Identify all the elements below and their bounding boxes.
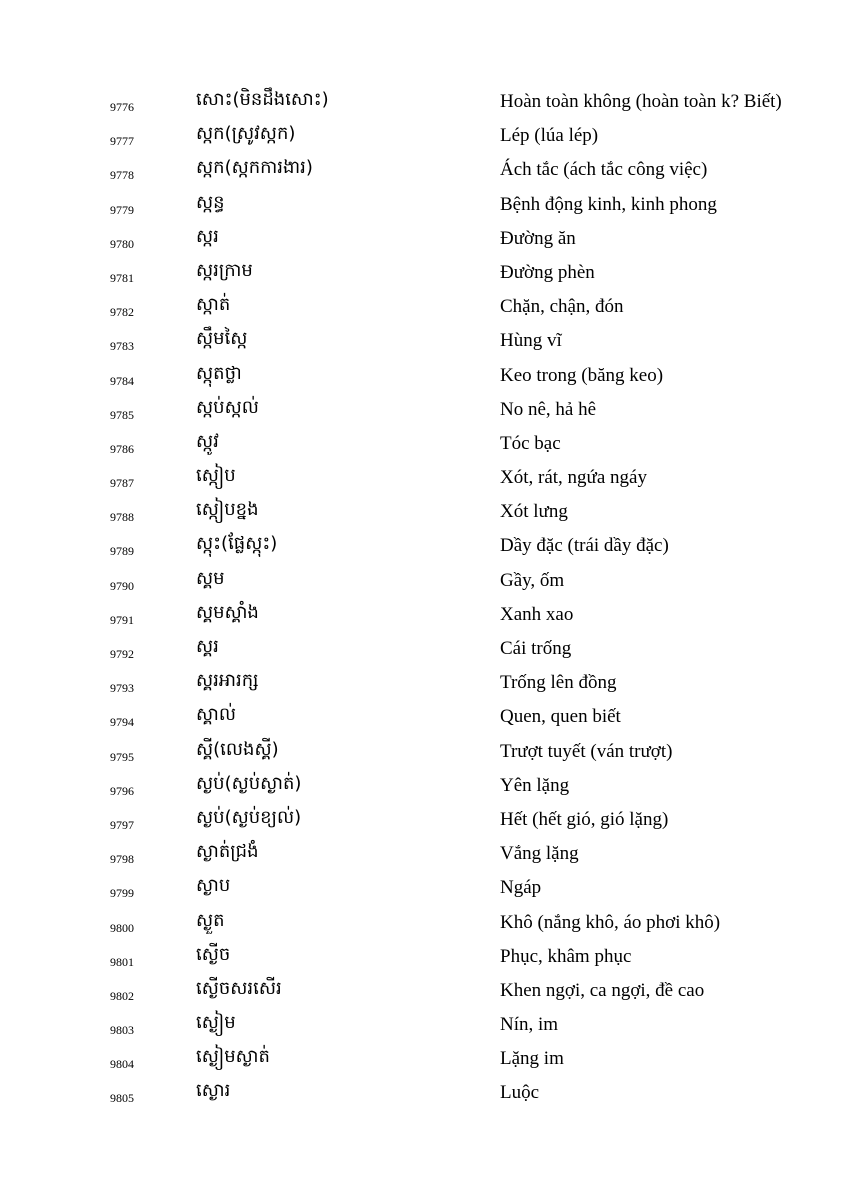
vietnamese-translation: No nê, hả hê <box>500 398 597 420</box>
entry-row <box>0 498 848 532</box>
entry-number: 9787 <box>110 476 134 491</box>
entry-number: 9782 <box>110 305 134 320</box>
khmer-term: ស្ងាប <box>196 875 231 897</box>
khmer-term: ស្ងៀមស្ងាត់ <box>196 1046 270 1068</box>
entry-row <box>0 840 848 874</box>
khmer-term: ស្គមស្គាំង <box>196 601 259 623</box>
entry-row <box>0 772 848 806</box>
entry-list <box>0 88 848 1114</box>
khmer-term: ស្កុតថ្លា <box>196 362 242 384</box>
entry-row <box>0 225 848 259</box>
vietnamese-translation: Trượt tuyết (ván trượt) <box>500 740 673 762</box>
entry-number: 9797 <box>110 817 134 832</box>
khmer-term: ស្ងើច <box>196 943 231 965</box>
vietnamese-translation: Lép (lúa lép) <box>500 125 599 147</box>
entry-number: 9776 <box>110 100 134 114</box>
entry-row <box>0 669 848 703</box>
entry-row <box>0 293 848 327</box>
entry-row <box>0 874 848 908</box>
vietnamese-translation: Dầy đặc (trái dầy đặc) <box>500 535 669 557</box>
entry-row <box>0 464 848 498</box>
entry-row <box>0 1045 848 1079</box>
vietnamese-translation: Ách tắc (ách tắc công việc) <box>500 159 708 181</box>
khmer-term: ស្កឹមស្កៃ <box>196 328 248 350</box>
vietnamese-translation: Xót, rát, ngứa ngáy <box>500 467 647 489</box>
vietnamese-translation: Quen, quen biết <box>500 706 621 728</box>
khmer-term: ស្គាល់ <box>196 704 236 726</box>
entry-number: 9784 <box>110 373 134 388</box>
entry-row <box>0 362 848 396</box>
entry-row <box>0 88 848 122</box>
vietnamese-translation: Ngáp <box>500 877 542 899</box>
entry-row <box>0 430 848 464</box>
khmer-term: ស្កុះ(ផ្លែស្កុះ) <box>196 533 278 555</box>
vietnamese-translation: Keo trong (băng keo) <box>500 364 664 386</box>
entry-row <box>0 909 848 943</box>
entry-number: 9795 <box>110 749 134 764</box>
entry-row <box>0 943 848 977</box>
entry-number: 9778 <box>110 168 134 183</box>
entry-number: 9783 <box>110 339 134 354</box>
entry-number: 9779 <box>110 202 134 217</box>
entry-number: 9794 <box>110 715 134 730</box>
entry-number: 9786 <box>110 441 134 456</box>
vietnamese-translation: Yên lặng <box>500 774 570 796</box>
entry-row <box>0 806 848 840</box>
khmer-term: ស្កៀប <box>196 465 236 487</box>
vietnamese-translation: Đường phèn <box>500 261 595 283</box>
khmer-term: ស្គម <box>196 567 225 589</box>
entry-number: 9789 <box>110 544 134 559</box>
entry-number: 9802 <box>110 988 134 1003</box>
vietnamese-translation: Tóc bạc <box>500 432 561 454</box>
vietnamese-translation: Vắng lặng <box>500 843 579 865</box>
vietnamese-translation: Nín, im <box>500 1014 559 1036</box>
khmer-term: ស្កូវ <box>196 430 219 452</box>
khmer-term: ស្កប់ស្កល់ <box>196 396 259 418</box>
entry-number: 9798 <box>110 852 134 867</box>
entry-number: 9785 <box>110 407 134 422</box>
entry-row <box>0 567 848 601</box>
vietnamese-translation: Hết (hết gió, gió lặng) <box>500 808 669 830</box>
entry-row <box>0 635 848 669</box>
entry-row <box>0 396 848 430</box>
entry-number: 9804 <box>110 1057 134 1072</box>
khmer-term: ស្ងៀម <box>196 1012 236 1034</box>
vietnamese-translation: Hùng vĩ <box>500 330 562 352</box>
vietnamese-translation: Xanh xao <box>500 603 574 625</box>
khmer-term: សោះ(មិនដឹងសោះ) <box>196 89 329 110</box>
entry-row <box>0 259 848 293</box>
khmer-term: ស្គី(លេងស្គី) <box>196 738 279 760</box>
vietnamese-translation: Khô (nắng khô, áo phơi khô) <box>500 911 721 933</box>
khmer-term: ស្ងួត <box>196 909 225 931</box>
khmer-term: ស្ងប់(ស្ងប់ខ្យល់) <box>196 806 302 828</box>
entry-number: 9790 <box>110 578 134 593</box>
vietnamese-translation: Lặng im <box>500 1048 564 1070</box>
entry-row <box>0 738 848 772</box>
khmer-term: ស្កន្ធ <box>196 191 225 213</box>
khmer-term: ស្កៀបខ្នង <box>196 499 259 521</box>
entry-row <box>0 156 848 190</box>
vietnamese-translation: Trống lên đồng <box>500 672 617 694</box>
khmer-term: ស្កាត់ <box>196 294 231 316</box>
entry-number: 9793 <box>110 681 134 696</box>
entry-number: 9792 <box>110 647 134 661</box>
entry-number: 9781 <box>110 270 134 285</box>
entry-row <box>0 532 848 566</box>
vietnamese-translation: Hoàn toàn không (hoàn toàn k? Biết) <box>500 91 782 112</box>
entry-number: 9796 <box>110 783 134 798</box>
entry-number: 9788 <box>110 510 134 525</box>
vietnamese-translation: Gầy, ốm <box>500 569 565 591</box>
khmer-term: ស្គរ <box>196 636 219 657</box>
vietnamese-translation: Xót lưng <box>500 501 568 523</box>
vietnamese-translation: Phục, khâm phục <box>500 945 632 967</box>
entry-row <box>0 977 848 1011</box>
khmer-term: ស្គរអារក្ស <box>196 670 259 692</box>
vietnamese-translation: Chặn, chận, đón <box>500 296 624 318</box>
entry-row <box>0 601 848 635</box>
entry-row <box>0 1011 848 1045</box>
entry-number: 9791 <box>110 612 134 627</box>
entry-row <box>0 1079 848 1113</box>
entry-number: 9805 <box>110 1091 134 1106</box>
entry-row <box>0 191 848 225</box>
entry-number: 9801 <box>110 954 134 969</box>
entry-number: 9799 <box>110 886 134 901</box>
khmer-term: ស្ករ <box>196 225 219 247</box>
khmer-term: ស្ងើចសរសើរ <box>196 977 282 999</box>
entry-row <box>0 703 848 737</box>
vietnamese-translation: Bệnh động kinh, kinh phong <box>500 193 717 215</box>
entry-row <box>0 327 848 361</box>
entry-row <box>0 122 848 156</box>
entry-number: 9777 <box>110 134 134 149</box>
entry-number: 9800 <box>110 920 134 935</box>
vietnamese-translation: Khen ngợi, ca ngợi, đề cao <box>500 979 705 1001</box>
khmer-term: ស្កក(ស្កកការងារ) <box>196 157 313 179</box>
khmer-term: ស្ករក្រាម <box>196 259 253 281</box>
khmer-term: ស្ងប់(ស្ងប់ស្ងាត់) <box>196 772 302 794</box>
khmer-term: ស្ងោរ <box>196 1080 231 1102</box>
entry-number: 9803 <box>110 1023 134 1038</box>
khmer-term: ស្ងាត់ជ្រងំ <box>196 841 259 863</box>
khmer-term: ស្កក(ស្រូវស្កក) <box>196 123 296 145</box>
entry-number: 9780 <box>110 236 134 251</box>
vietnamese-translation: Cái trống <box>500 638 572 659</box>
vietnamese-translation: Luộc <box>500 1082 540 1104</box>
vietnamese-translation: Đường ăn <box>500 227 576 249</box>
